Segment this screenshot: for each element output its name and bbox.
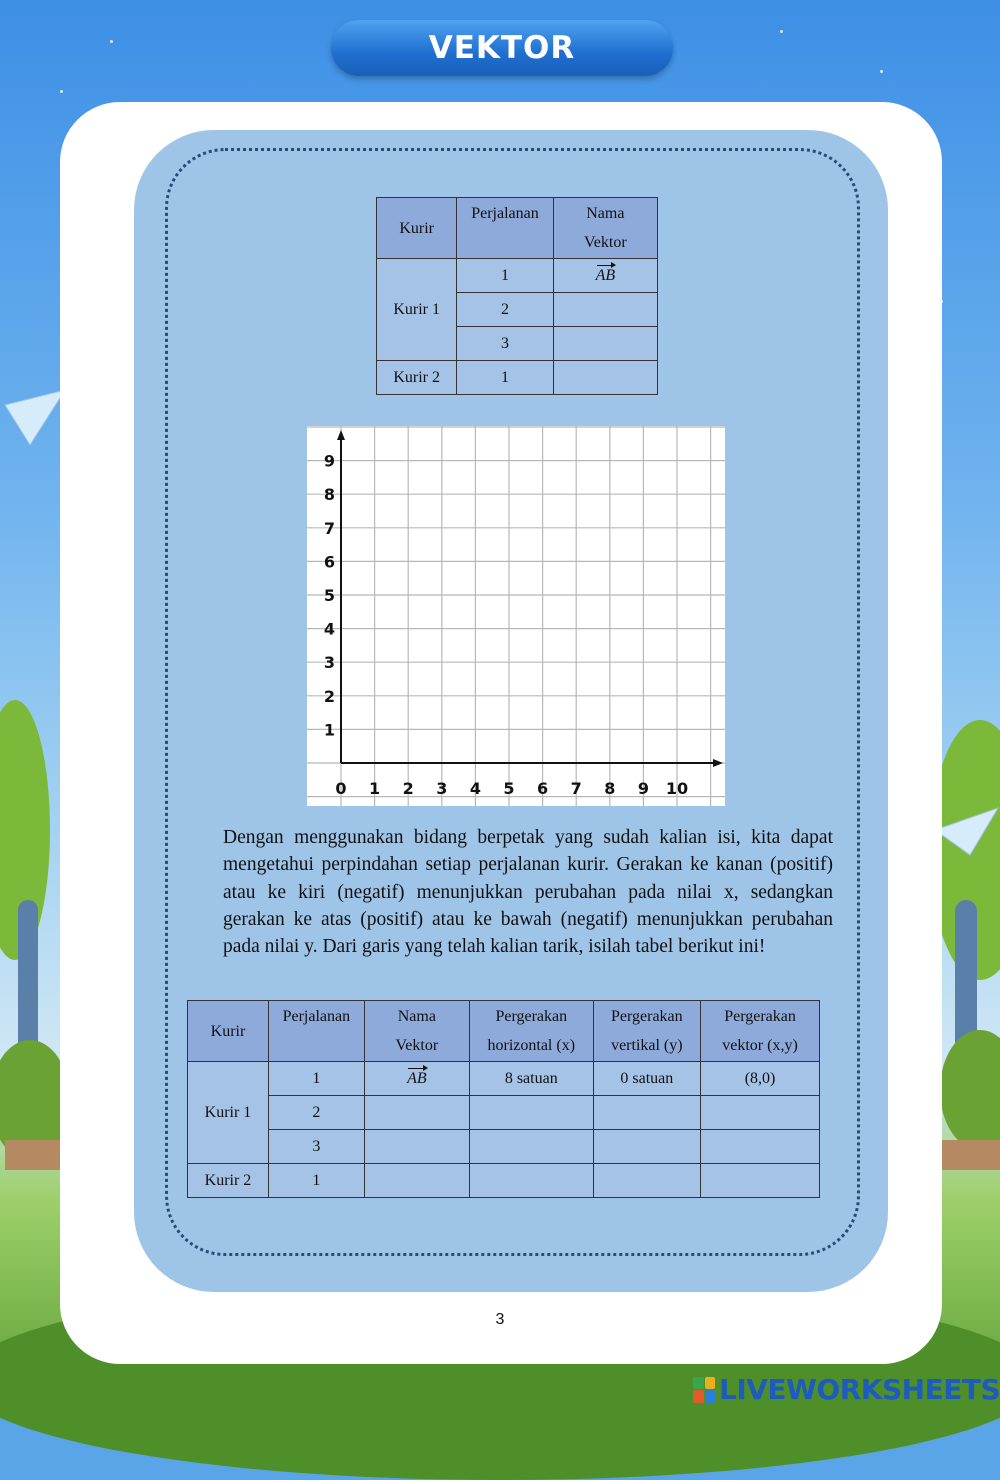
vector-cell[interactable] — [364, 1062, 469, 1096]
kurir-cell: Kurir 2 — [188, 1164, 269, 1198]
vector-cell[interactable] — [553, 327, 657, 361]
header-line: Nama — [397, 1008, 436, 1025]
table-header-kurir: Kurir — [188, 1001, 269, 1062]
vertical-cell[interactable]: 0 satuan — [593, 1062, 700, 1096]
movement-table — [187, 1000, 820, 1198]
y-tick-label: 7 — [323, 518, 335, 538]
page-number: 3 — [495, 1311, 505, 1328]
trip-cell: 2 — [268, 1096, 364, 1130]
table-header-nama-vektor — [364, 1001, 469, 1062]
brick-wall-right — [940, 1140, 1000, 1170]
courier-trip-table — [376, 197, 658, 395]
header-line: Pergerakan — [495, 1008, 568, 1025]
trip-cell: 1 — [457, 259, 553, 293]
x-tick-label: 1 — [369, 779, 381, 798]
x-tick-label: 0 — [335, 779, 347, 798]
kurir-cell: Kurir 2 — [377, 361, 457, 395]
trip-cell: 3 — [268, 1130, 364, 1164]
vertical-cell[interactable] — [593, 1164, 700, 1198]
x-tick-label: 6 — [537, 779, 549, 798]
liveworksheets-logo — [693, 1373, 1000, 1406]
header-line: Vektor — [395, 1037, 439, 1054]
brick-wall-left — [5, 1140, 65, 1170]
trip-cell: 3 — [457, 327, 553, 361]
table-header-perjalanan: Perjalanan — [268, 1001, 364, 1062]
star-decoration — [780, 30, 783, 33]
trip-cell: 1 — [268, 1164, 364, 1198]
y-tick-label: 3 — [323, 653, 335, 673]
vector-cell[interactable] — [364, 1130, 469, 1164]
x-tick-label: 7 — [570, 779, 582, 798]
horizontal-cell[interactable] — [469, 1096, 593, 1130]
x-tick-label: 9 — [637, 779, 649, 798]
movement-cell[interactable] — [701, 1164, 820, 1198]
table-header-vertical — [593, 1001, 700, 1062]
header-line: horizontal (x) — [487, 1037, 576, 1054]
kurir-cell: Kurir 1 — [377, 259, 457, 361]
vector-cell[interactable] — [364, 1164, 469, 1198]
vector-cell[interactable] — [364, 1096, 469, 1130]
x-tick-label: 8 — [604, 779, 616, 798]
star-decoration — [60, 90, 63, 93]
page-title: VEKTOR — [428, 30, 576, 66]
y-tick-label: 5 — [323, 586, 335, 605]
movement-cell[interactable] — [701, 1096, 820, 1130]
vector-cell[interactable] — [553, 293, 657, 327]
grid-svg — [307, 426, 725, 806]
header-line: Pergerakan — [724, 1008, 796, 1025]
y-tick-label: 1 — [323, 720, 335, 740]
y-tick-label: 9 — [323, 451, 335, 471]
x-tick-label: 5 — [503, 779, 515, 798]
table-header-vector-movement — [701, 1001, 820, 1062]
y-axis-arrow-icon — [337, 430, 345, 440]
y-tick-label: 6 — [323, 552, 335, 572]
x-tick-label: 10 — [665, 779, 689, 798]
movement-cell[interactable]: (8,0) — [701, 1062, 820, 1096]
x-tick-label: 2 — [402, 779, 414, 798]
movement-cell[interactable] — [701, 1130, 820, 1164]
horizontal-cell[interactable] — [469, 1164, 593, 1198]
trip-cell: 2 — [457, 293, 553, 327]
horizontal-cell[interactable] — [469, 1130, 593, 1164]
table-header-perjalanan: Perjalanan — [457, 198, 553, 259]
trip-cell: 1 — [457, 361, 553, 395]
header-line: Pergerakan — [610, 1008, 683, 1025]
vertical-cell[interactable] — [593, 1130, 700, 1164]
kurir-cell: Kurir 1 — [188, 1062, 269, 1164]
y-tick-label: 2 — [323, 686, 335, 706]
y-tick-label: 8 — [323, 485, 335, 505]
star-decoration — [880, 70, 883, 73]
trip-cell: 1 — [268, 1062, 364, 1096]
vector-cell[interactable] — [553, 259, 657, 293]
header-line: vektor (x,y) — [722, 1037, 798, 1054]
header-line: Vektor — [584, 234, 627, 251]
table-header-horizontal — [469, 1001, 593, 1062]
header-line: Nama — [586, 205, 625, 222]
x-tick-label: 4 — [469, 779, 481, 798]
x-tick-label: 3 — [436, 779, 448, 798]
vector-name: AB — [407, 1069, 427, 1087]
vector-name: AB — [595, 266, 616, 284]
table-header-nama-vektor — [553, 198, 657, 259]
title-banner — [331, 20, 673, 76]
instruction-paragraph: Dengan menggunakan bidang berpetak yang sudah kalian isi, kita dapat mengetahui perpindahan setiap perjalanan kurir. Gerakan ke kanan (positif) atau ke kiri (negatif) menunjukkan perubahan pada nilai x, sedangkan gerakan ke atas (positif) atau ke bawah (negatif) menunjukkan perubahan pada nilai y. Dari garis yang telah kalian tarik, isilah tabel berikut ini! — [223, 827, 833, 958]
vector-cell[interactable] — [553, 361, 657, 395]
vertical-cell[interactable] — [593, 1096, 700, 1130]
table-header-kurir: Kurir — [377, 198, 457, 259]
coordinate-grid[interactable] — [307, 426, 725, 806]
y-tick-label: 4 — [323, 619, 335, 639]
x-axis-arrow-icon — [713, 759, 723, 767]
star-decoration — [110, 40, 113, 43]
header-line: vertikal (y) — [611, 1037, 683, 1054]
logo-mark-icon — [693, 1377, 715, 1403]
logo-text: LIVEWORKSHEETS — [719, 1373, 1000, 1406]
horizontal-cell[interactable]: 8 satuan — [469, 1062, 593, 1096]
